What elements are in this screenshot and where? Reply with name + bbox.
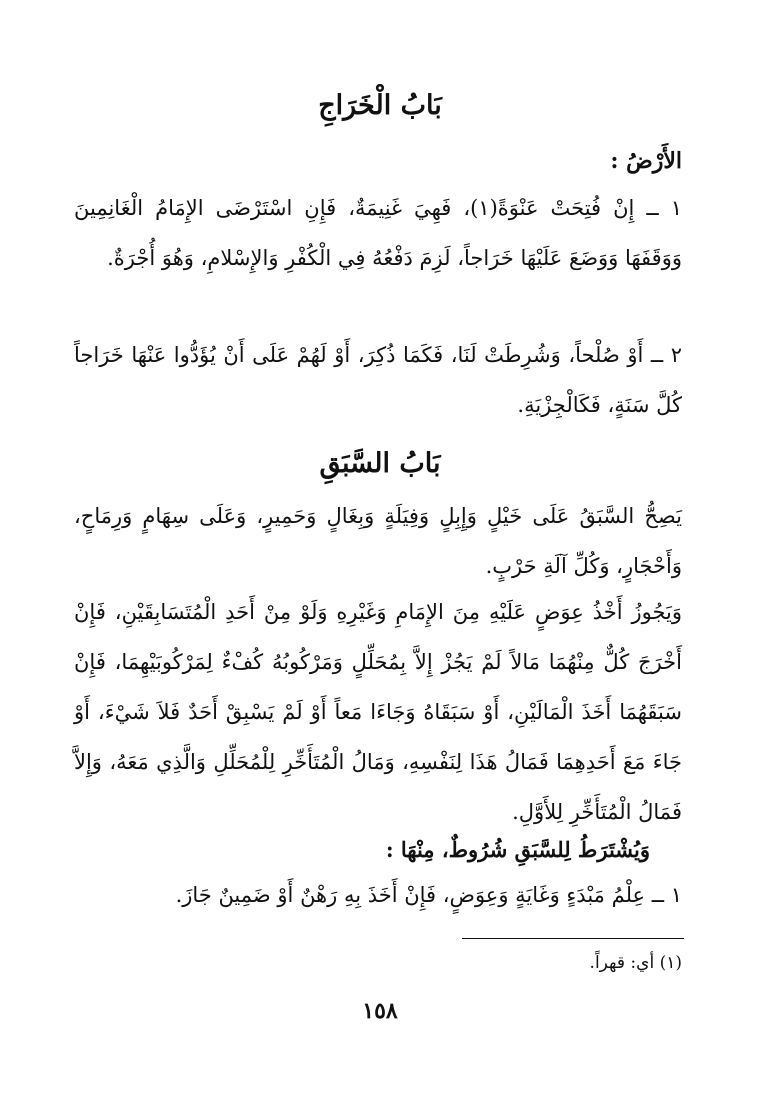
paragraph-sabaq-2: وَيَجُوزُ أَخْذُ عِوَضٍ عَلَيْهِ مِنَ الإِمَامِ وَغَيْرِهِ وَلَوْ مِنْ أَحَدِ الْمُتَسَابِقَيْنِ، فَإِنْ أَخْرَجَ كُلٌّ مِنْهُمَا مَالاً لَمْ يَجُزْ إِلاَّ بِمُحَلِّلٍ وَمَرْكُوبُهُ كُفْءٌ لِمَرْكُوبَيْهِمَا، فَإِنْ سَبَقَهُمَا أَخَذَ الْمَالَيْنِ، أَوْ سَبَقَاهُ وَجَاءَا مَعاً أَوْ لَمْ يَسْبِقْ أَحَدٌ فَلاَ شَيْءَ، أَوْ جَاءَ مَعَ أَحَدِهِمَا فَمَالُ هَذَا لِنَفْسِهِ، وَمَالُ الْمُتَأَخِّرِ لِلْمُحَلِّلِ وَالَّذِي مَعَهُ، وَإِلاَّ فَمَالُ الْمُتَأَخِّرِ لِلأَوَّلِ. (74, 600, 682, 824)
conditions-intro: وَيُشْتَرَطُ لِلسَّبَقِ شُرُوطٌ، مِنْهَا : (385, 837, 650, 862)
paragraph-kharaj-2: ٢ ــ أَوْ صُلْحاً، وَشُرِطَتْ لَنَا، فَكَمَا ذُكِرَ، أَوْ لَهُمْ عَلَى أَنْ يُؤَدُّوا عَنْهَا خَرَاجاً كُلَّ سَنَةٍ، فَكَالْجِزْيَةِ. (74, 343, 682, 417)
chapter-title-sabaq: بَابُ السَّبَقِ (319, 448, 441, 479)
footnote: (١) أي: قهراً. (589, 953, 682, 973)
footnote-divider (462, 938, 684, 939)
page-number: ١٥٨ (362, 998, 398, 1024)
paragraph-sabaq-1: يَصِحُّ السَّبَقُ عَلَى خَيْلٍ وَإِبِلٍ وَفِيَلَةٍ وَبِغَالٍ وَحَمِيرٍ، وَعَلَى سِهَامٍ وَرِمَاحٍ، وَأَحْجَارٍ، وَكُلِّ آلَةِ حَرْبٍ. (74, 504, 682, 578)
chapter-title-kharaj: بَابُ الْخَرَاجِ (318, 90, 442, 121)
paragraph-kharaj-1: ١ ــ إِنْ فُتِحَتْ عَنْوَةً(١)، فَهِيَ غَنِيمَةٌ، فَإِنِ اسْتَرْضَى الإِمَامُ الْغَانِمِينَ وَوَقَفَهَا وَوَضَعَ عَلَيْهَا خَرَاجاً، لَزِمَ دَفْعُهُ فِي الْكُفْرِ وَالإِسْلامِ، وَهُوَ أُجْرَةٌ. (74, 196, 683, 270)
subtitle-land: الأَرْضُ : (610, 148, 682, 174)
condition-1: ١ ــ عِلْمُ مَبْدَءٍ وَغَايَةٍ وَعِوَضٍ، فَإِنْ أَخَذَ بِهِ رَهْنٌ أَوْ ضَمِينٌ جَازَ. (175, 883, 682, 907)
